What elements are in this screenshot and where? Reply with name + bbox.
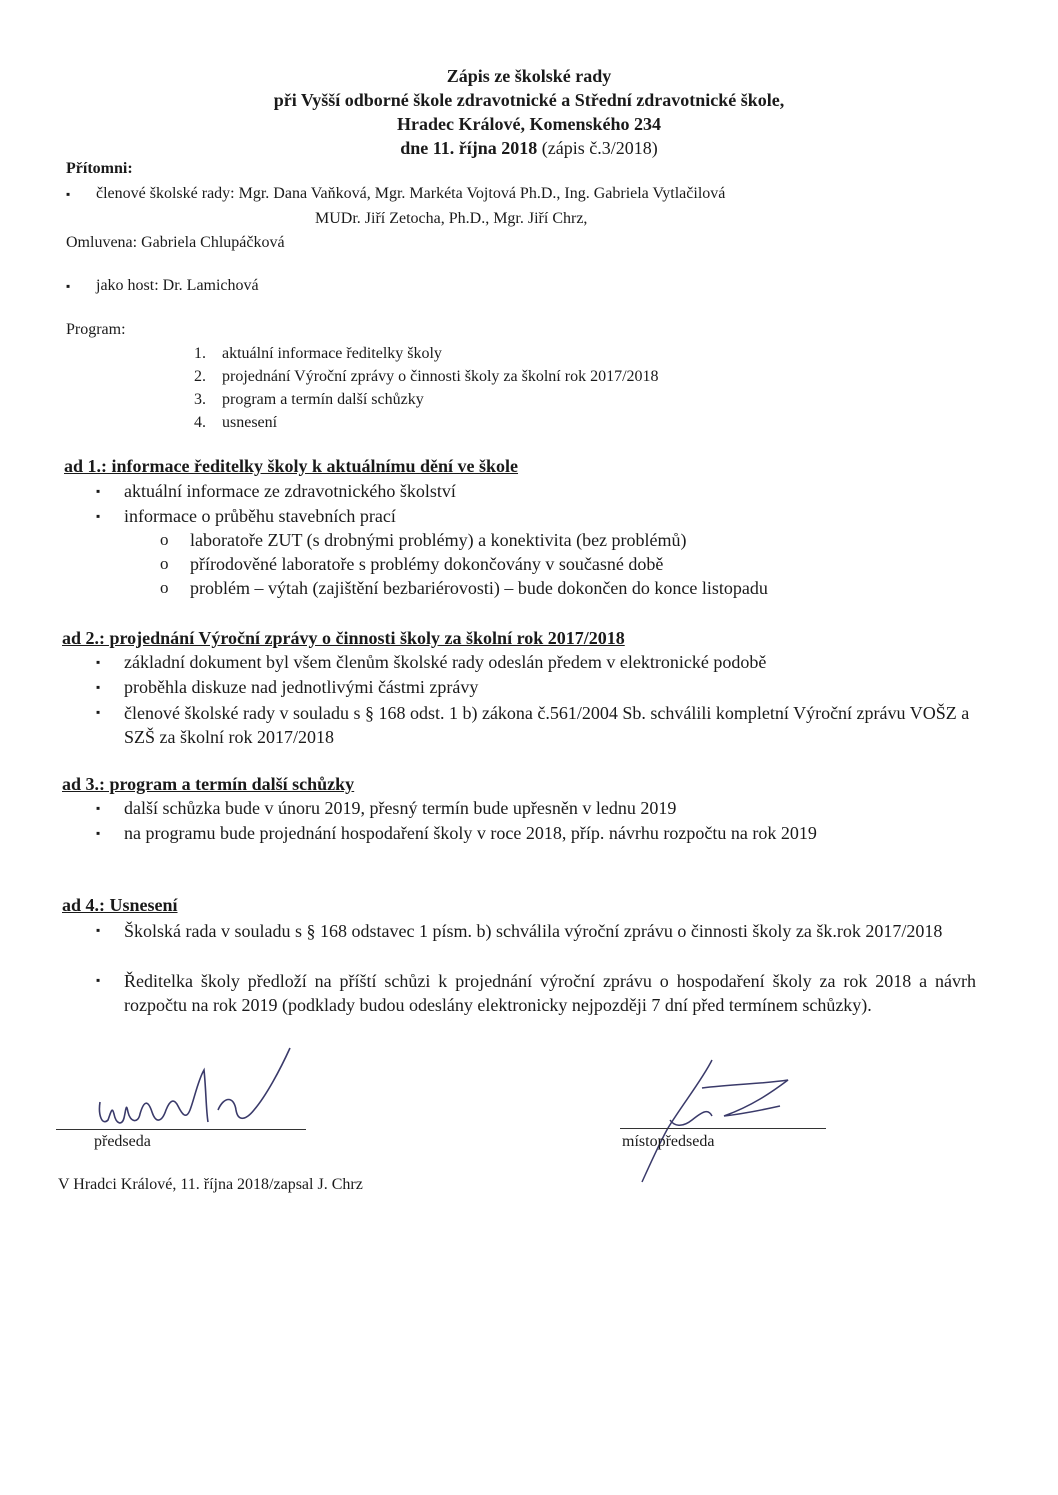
section-3-bullet: další schůzka bude v únoru 2019, přesný termín bude upřesněn v lednu 2019 <box>124 798 677 818</box>
circle-bullet-marker: o <box>160 530 169 549</box>
section-1-bullet: informace o průběhu stavebních prací <box>124 506 396 526</box>
chairman-label: předseda <box>94 1133 151 1150</box>
section-4-bullet: Ředitelka školy předloží na příští schůzi k projednání výroční zprávu o hospodaření školy za rok 2018 a návrh rozpočtu na rok 2019 (podklady budou odeslány elektronicky nejpozději 7 dní před termínem schůzky). <box>124 971 976 1015</box>
section-4-heading: ad 4.: Usnesení <box>62 895 178 915</box>
program-item-number: 2. <box>194 368 206 385</box>
meeting-date-line <box>0 136 1058 160</box>
excused-member: Omluvena: Gabriela Chlupáčková <box>66 234 285 251</box>
program-item-number: 3. <box>194 391 206 408</box>
signature-line <box>620 1128 826 1129</box>
signature-line <box>56 1129 306 1130</box>
bullet-marker: ▪ <box>96 826 101 840</box>
title-line-3: Hradec Králové, Komenského 234 <box>397 114 661 134</box>
members-line-1: členové školské rady: Mgr. Dana Vaňková, Mgr. Markéta Vojtová Ph.D., Ing. Gabriela Vytlačilová <box>96 185 726 202</box>
record-number: (zápis č.3/2018) <box>541 138 658 158</box>
vice-chairman-label: místopředseda <box>622 1133 715 1150</box>
bullet-marker: ▪ <box>96 801 101 815</box>
bullet-marker: ▪ <box>96 973 101 987</box>
attendance-label: Přítomni: <box>66 160 133 177</box>
members-line-2: MUDr. Jiří Zetocha, Ph.D., Mgr. Jiří Chrz, <box>315 210 588 227</box>
bullet-marker: ▪ <box>96 923 101 937</box>
circle-bullet-marker: o <box>160 554 169 573</box>
program-item-number: 1. <box>194 345 206 362</box>
section-3-heading: ad 3.: program a termín další schůzky <box>62 774 355 794</box>
section-1-subitem: přírodověné laboratoře s problémy dokončovány v současné době <box>190 554 664 574</box>
section-2-heading: ad 2.: projednání Výroční zprávy o činnosti školy za školní rok 2017/2018 <box>62 628 625 648</box>
circle-bullet-marker: o <box>160 578 169 597</box>
section-1-bullet: aktuální informace ze zdravotnického školství <box>124 481 456 501</box>
place-date-footer: V Hradci Králové, 11. října 2018/zapsal J. Chrz <box>58 1176 363 1193</box>
section-4-bullet: Školská rada v souladu s § 168 odstavec 1 písm. b) schválila výroční zprávu o činnosti školy za šk.rok 2017/2018 <box>124 921 943 941</box>
bullet-marker: ▪ <box>96 509 101 523</box>
bullet-marker: ▪ <box>96 705 101 719</box>
bullet-marker: ▪ <box>96 655 101 669</box>
guest-line: jako host: Dr. Lamichová <box>96 277 259 294</box>
bullet-marker: ▪ <box>96 680 101 694</box>
program-item: projednání Výroční zprávy o činnosti školy za školní rok 2017/2018 <box>222 368 659 385</box>
program-item: aktuální informace ředitelky školy <box>222 345 442 362</box>
document-title <box>0 64 1058 160</box>
section-2-bullet: základní dokument byl všem členům školské rady odeslán předem v elektronické podobě <box>124 652 767 672</box>
program-item: usnesení <box>222 414 278 431</box>
program-item: program a termín další schůzky <box>222 391 424 408</box>
section-2-bullet: členové školské rady v souladu s § 168 odst. 1 b) zákona č.561/2004 Sb. schválili kompletní Výroční zprávu VOŠZ a SZŠ za školní rok 2017/2018 <box>124 703 970 747</box>
meeting-date: dne 11. října 2018 <box>400 138 538 158</box>
section-3-bullet: na programu bude projednání hospodaření školy v roce 2018, příp. návrhu rozpočtu na rok 2019 <box>124 823 817 843</box>
section-1-subitem: laboratoře ZUT (s drobnými problémy) a konektivita (bez problémů) <box>190 530 687 550</box>
section-1-subitem: problém – výtah (zajištění bezbariérovosti) – bude dokončen do konce listopadu <box>190 578 768 598</box>
title-line-2: při Vyšší odborné škole zdravotnické a Střední zdravotnické škole, <box>273 90 785 110</box>
title-line-1: Zápis ze školské rady <box>446 66 612 86</box>
program-label: Program: <box>66 321 126 338</box>
section-1-heading: ad 1.: informace ředitelky školy k aktuálnímu dění ve škole <box>64 456 519 476</box>
bullet-marker: ▪ <box>96 484 101 498</box>
section-2-bullet: proběhla diskuze nad jednotlivými částmi zprávy <box>124 677 479 697</box>
program-item-number: 4. <box>194 414 206 431</box>
bullet-marker: ▪ <box>66 187 71 201</box>
bullet-marker: ▪ <box>66 279 71 293</box>
